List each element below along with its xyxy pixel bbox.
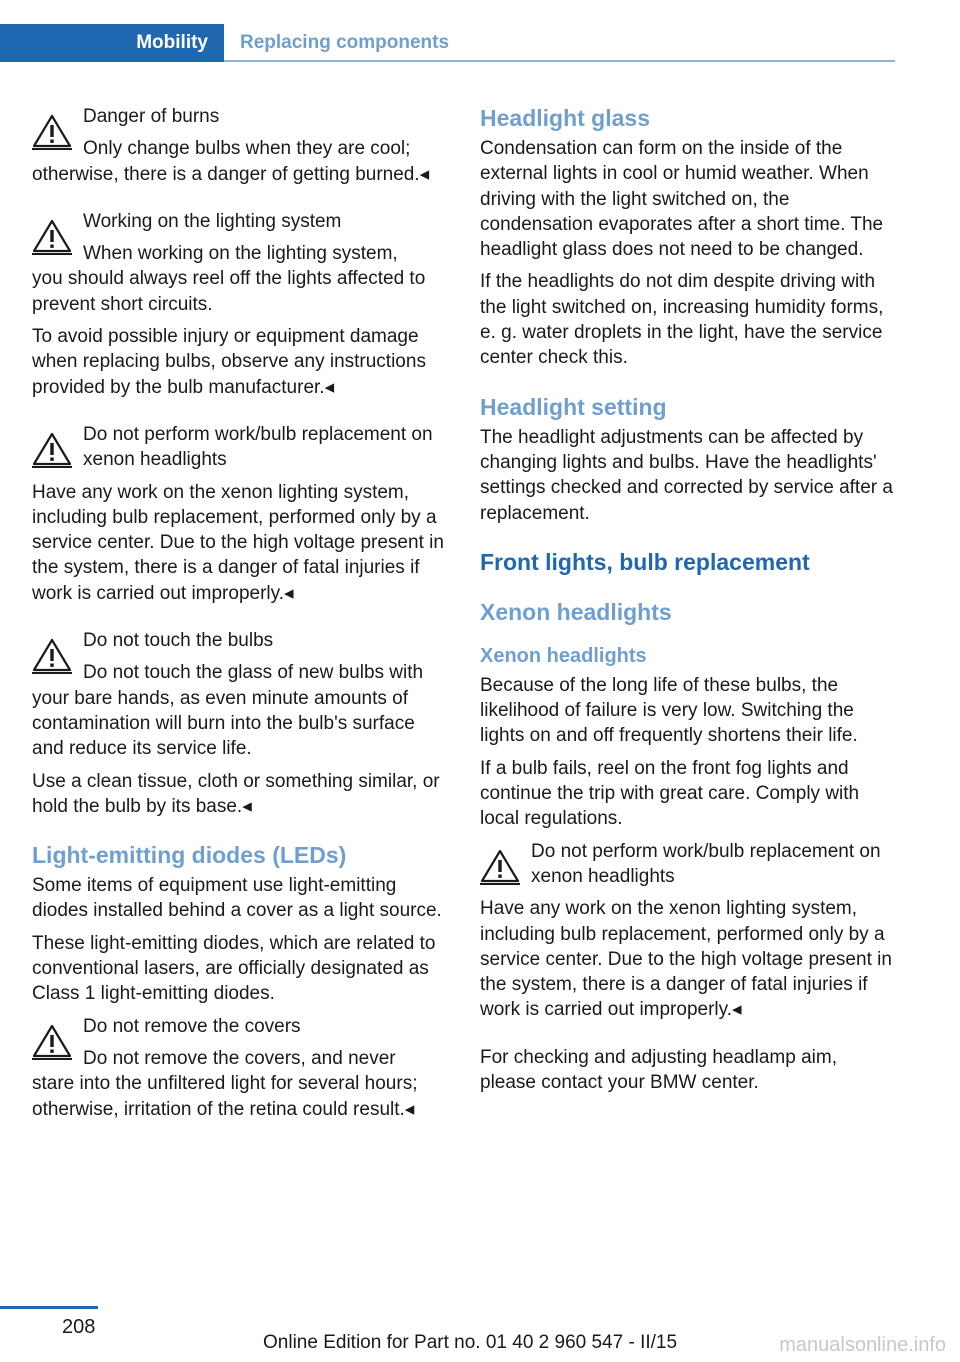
- warning-covers-head: [32, 1014, 450, 1072]
- warning-touch-bulbs: [32, 628, 450, 819]
- warning-burns-head: [32, 104, 450, 162]
- warning-text: Have any work on the xenon lighting system, including bulb replacement, performed only by a service center. Due to the high voltage present in the system, there is a danger of fatal injuries if work is carried out improperly.◂: [480, 898, 892, 1021]
- header-divider: [224, 60, 895, 62]
- page-header: [0, 24, 895, 62]
- watermark: manualsonline.info: [779, 1334, 946, 1356]
- warning-text-continued: your bare hands, as even minute amounts of contamination will burn into the bulb's surface and reduce its service life.: [32, 687, 415, 760]
- warning-triangle-icon: [32, 114, 72, 150]
- subheading-xenon-headlights: Xenon headlights: [480, 644, 647, 667]
- warning-text: Do not remove the covers, and never: [83, 1047, 396, 1069]
- warning-title: Do not touch the bulbs: [83, 630, 274, 652]
- paragraph-glass-2: If the headlights do not dim despite driving with the light switched on, increasing humidity forms, e. g. water droplets in the light, have the service center check this.: [480, 271, 884, 369]
- warning-triangle-icon: [32, 432, 72, 468]
- warning-text: Only change bulbs when they are cool;: [83, 138, 411, 160]
- warning-text-continued: stare into the unfiltered light for several hours; otherwise, irritation of the retina could result.◂: [32, 1073, 418, 1120]
- heading-leds: Light-emitting diodes (LEDs): [32, 842, 347, 869]
- warning-title: Do not perform work/bulb replacement on xenon headlights: [83, 423, 433, 471]
- warning-triangle-icon: [32, 638, 72, 674]
- paragraph-setting: The headlight adjustments can be affected by changing lights and bulbs. Have the headlights' settings checked and corrected by service after a replacement.: [480, 426, 893, 524]
- warning-triangle-icon: [32, 1024, 72, 1060]
- heading-front-lights: Front lights, bulb replacement: [480, 548, 810, 575]
- section-tab-mobility: Mobility: [0, 24, 224, 62]
- warning-triangle-icon: [32, 219, 72, 255]
- paragraph-leds-2: These light-emitting diodes, which are related to conventional lasers, are officially designated as Class 1 light-emitting diodes.: [32, 932, 436, 1005]
- right-column: [480, 100, 898, 1102]
- paragraph-xenon-1: Because of the long life of these bulbs, the likelihood of failure is very low. Switching the lights on and off frequently shortens their life.: [480, 674, 858, 747]
- warning-xenon-head: [32, 422, 450, 473]
- warning-touch-head: [32, 628, 450, 686]
- heading-xenon-headlights: Xenon headlights: [480, 598, 672, 625]
- warning-text: Have any work on the xenon lighting system, including bulb replacement, performed only by a service center. Due to the high voltage present in the system, there is a danger of fatal injuries if work is carried out improperly.◂: [32, 481, 444, 604]
- footer-divider: [0, 1306, 98, 1309]
- heading-headlight-glass: Headlight glass: [480, 105, 650, 131]
- warning-xenon-right: [480, 839, 898, 1023]
- warning-text: When working on the lighting system,: [83, 243, 398, 265]
- paragraph-leds-1: Some items of equipment use light-emitting diodes installed behind a cover as a light source.: [32, 875, 442, 922]
- warning-title: Working on the lighting system: [83, 210, 342, 232]
- warning-title: Do not remove the covers: [83, 1015, 301, 1037]
- warning-lighting-system: [32, 209, 450, 400]
- paragraph-headlamp-aim: For checking and adjusting headlamp aim, please contact your BMW center.: [480, 1046, 837, 1094]
- paragraph-xenon-2: If a bulb fails, reel on the front fog lights and continue the trip with great care. Comply with local regulations.: [480, 757, 860, 830]
- warning-burns: [32, 104, 450, 187]
- subsection-tab-replacing-components: Replacing components: [240, 32, 450, 53]
- warning-text-continued: otherwise, there is a danger of getting burned.◂: [32, 163, 430, 185]
- warning-covers: [32, 1014, 450, 1122]
- paragraph-glass-1: Condensation can form on the inside of the external lights in cool or humid weather. When driving with the light switched on, the condensation evaporates after a short time. The headlight glass does not need to be changed.: [480, 138, 884, 261]
- edition-label: Online Edition for Part no. 01 40 2 960 547 - II/15: [263, 1332, 678, 1353]
- warning-xenon-right-head: [480, 839, 898, 890]
- warning-text-continued: you should always reel off the lights affected to prevent short circuits.: [32, 268, 426, 315]
- warning-xenon: [32, 422, 450, 606]
- warning-paragraph: Use a clean tissue, cloth or something similar, or hold the bulb by its base.◂: [32, 770, 440, 817]
- warning-title: Danger of burns: [83, 106, 220, 127]
- warning-text: Do not touch the glass of new bulbs with: [83, 662, 424, 684]
- left-column: [32, 100, 450, 1144]
- page-number: 208: [62, 1316, 96, 1338]
- warning-lighting-head: [32, 209, 450, 267]
- warning-paragraph: To avoid possible injury or equipment damage when replacing bulbs, observe any instructions provided by the bulb manufacturer.◂: [32, 326, 426, 398]
- warning-triangle-icon: [480, 849, 520, 885]
- warning-title: Do not perform work/bulb replacement on xenon headlights: [531, 840, 881, 887]
- heading-headlight-setting: Headlight setting: [480, 393, 667, 420]
